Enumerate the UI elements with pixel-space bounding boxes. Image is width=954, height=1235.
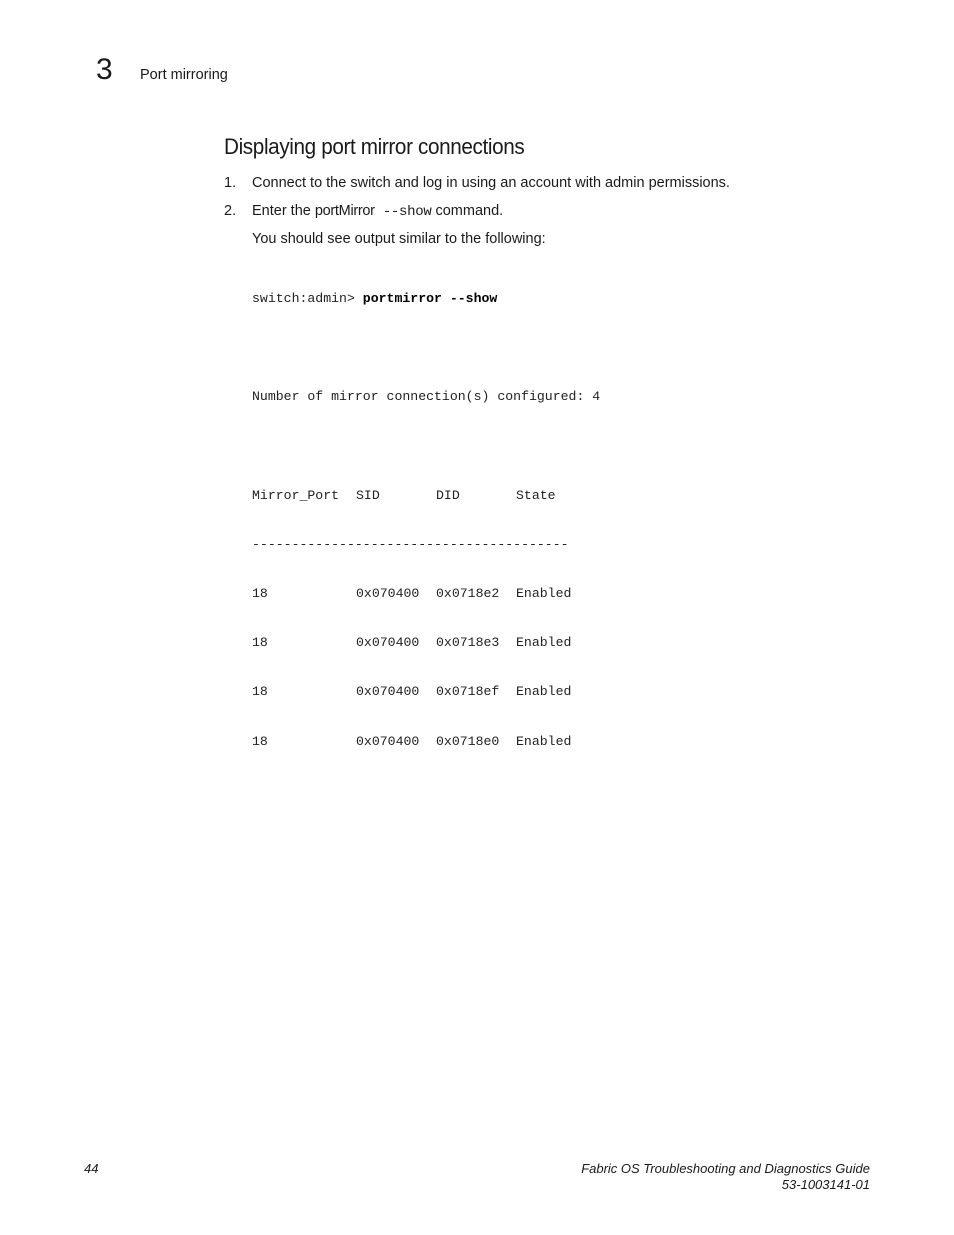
- code-cell: Enabled: [516, 586, 572, 602]
- step-2: [224, 202, 503, 221]
- code-cell: Enabled: [516, 684, 572, 700]
- code-cell: 0x070400: [356, 586, 420, 602]
- code-col-header: Mirror_Port: [252, 487, 340, 503]
- code-col-header: SID: [356, 487, 380, 503]
- code-cell: 0x0718e2: [436, 586, 500, 602]
- step-number: 1.: [224, 175, 237, 191]
- code-cell: 0x0718e0: [436, 733, 500, 749]
- code-block: [252, 258, 600, 766]
- footer-doc-title: Fabric OS Troubleshooting and Diagnostics Guide: [581, 1161, 870, 1176]
- step-1: [224, 174, 730, 192]
- code-summary: Number of mirror connection(s) configured: 4: [252, 389, 601, 405]
- code-command-line: [252, 291, 600, 307]
- code-cell: 18: [252, 586, 268, 602]
- code-col-header: DID: [436, 487, 460, 503]
- code-cell: 18: [252, 684, 268, 700]
- code-header-row: [252, 488, 600, 504]
- footer-page-number: 44: [84, 1161, 99, 1176]
- command-reference: [315, 203, 432, 219]
- output-note: You should see output similar to the following:: [252, 231, 546, 247]
- code-separator: ----------------------------------------: [252, 536, 569, 552]
- section-title: Displaying port mirror connections: [224, 134, 525, 159]
- code-cell: 0x0718e3: [436, 635, 500, 651]
- code-row: [252, 635, 600, 651]
- command-option: --show: [374, 204, 432, 220]
- chapter-number: 3: [96, 53, 113, 86]
- code-row: [252, 586, 600, 602]
- code-blank-line: [252, 340, 600, 356]
- footer-doc-info: [581, 1161, 870, 1193]
- running-head: Port mirroring: [140, 67, 228, 83]
- code-cell: 0x070400: [356, 635, 420, 651]
- code-cell: 0x070400: [356, 684, 420, 700]
- code-cell: 0x070400: [356, 733, 420, 749]
- command-name: portMirror: [314, 203, 375, 219]
- code-cell: 0x0718ef: [436, 684, 500, 700]
- code-cell: 18: [252, 635, 268, 651]
- code-row: [252, 734, 600, 750]
- code-col-header: State: [516, 487, 556, 503]
- code-blank-line: [252, 438, 600, 454]
- step-text: Connect to the switch and log in using an account with admin permissions.: [252, 175, 730, 191]
- footer-doc-number: 53-1003141-01: [781, 1177, 870, 1192]
- code-cell: Enabled: [516, 733, 572, 749]
- code-cell: 18: [252, 733, 268, 749]
- code-cell: Enabled: [516, 635, 572, 651]
- code-command: portmirror --show: [362, 290, 498, 306]
- step-text-prefix: Enter the: [252, 203, 315, 219]
- step-number: 2.: [224, 203, 237, 219]
- step-text-suffix: command.: [431, 203, 504, 219]
- code-prompt: switch:admin>: [252, 290, 363, 306]
- code-row: [252, 684, 600, 700]
